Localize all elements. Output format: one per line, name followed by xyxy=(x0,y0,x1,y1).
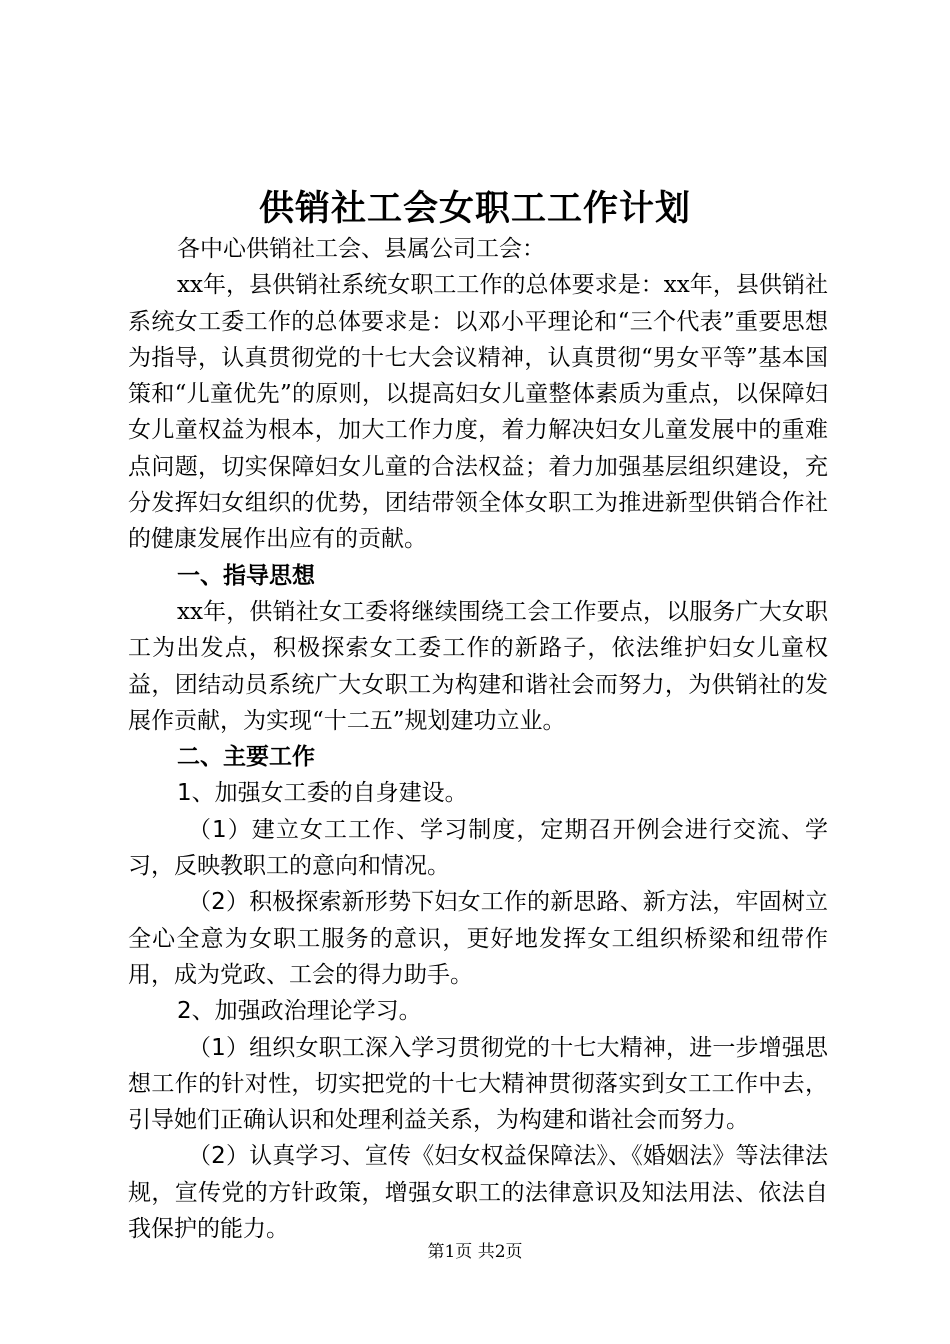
item-1-2: （2）积极探索新形势下妇女工作的新思路、新方法，牢固树立全心全意为女职工服务的意识，更好地发挥女工组织桥梁和纽带作用，成为党政、工会的得力助手。 xyxy=(128,889,828,988)
document-body xyxy=(128,231,828,1247)
document-title: 供销社工会女职工工作计划 xyxy=(258,189,691,229)
section-heading-guiding-thought: 一、指导思想 xyxy=(177,562,315,589)
item-heading-self-building: 1、加强女工委的自身建设。 xyxy=(177,780,468,807)
page-number-footer: 第1页 共2页 xyxy=(427,1242,523,1262)
section-heading-main-work: 二、主要工作 xyxy=(177,744,315,771)
item-2-1: （1）组织女职工深入学习贯彻党的十七大精神，进一步增强思想工作的针对性，切实把党的十七大精神贯彻落实到女工工作中去，引导她们正确认识和处理利益关系，为构建和谐社会而努力。 xyxy=(128,1034,828,1134)
item-1-1: （1）建立女工工作、学习制度，定期召开例会进行交流、学习，反映教职工的意向和情况。 xyxy=(128,816,828,880)
salutation: 各中心供销社工会、县属公司工会： xyxy=(177,236,545,262)
guiding-thought-paragraph: xx年，供销社女工委将继续围绕工会工作要点，以服务广大女职工为出发点，积极探索女工委工作的新路子，依法维护妇女儿童权益，团结动员系统广大女职工为构建和谐社会而努力，为供销社的发展作贡献，为实现“十二五”规划建功立业。 xyxy=(128,598,828,734)
item-heading-political-study: 2、加强政治理论学习。 xyxy=(177,998,422,1025)
item-2-2: （2）认真学习、宣传《妇女权益保障法》、《婚姻法》等法律法规，宣传党的方针政策，增强女职工的法律意识及知法用法、依法自我保护的能力。 xyxy=(128,1143,828,1243)
intro-paragraph: xx年，县供销社系统女职工工作的总体要求是：xx年，县供销社系统女工委工作的总体要求是：以邓小平理论和“三个代表”重要思想为指导，认真贯彻党的十七大会议精神，认真贯彻“男女平等”基本国策和“儿童优先”的原则，以提高妇女儿童整体素质为重点，以保障妇女儿童权益为根本，加大工作力度，着力解决妇女儿童发展中的重难点问题，切实保障妇女儿童的合法权益；着力加强基层组织建设，充分发挥妇女组织的优势，团结带领全体女职工为推进新型供销合作社的健康发展作出应有的贡献。 xyxy=(128,272,828,553)
